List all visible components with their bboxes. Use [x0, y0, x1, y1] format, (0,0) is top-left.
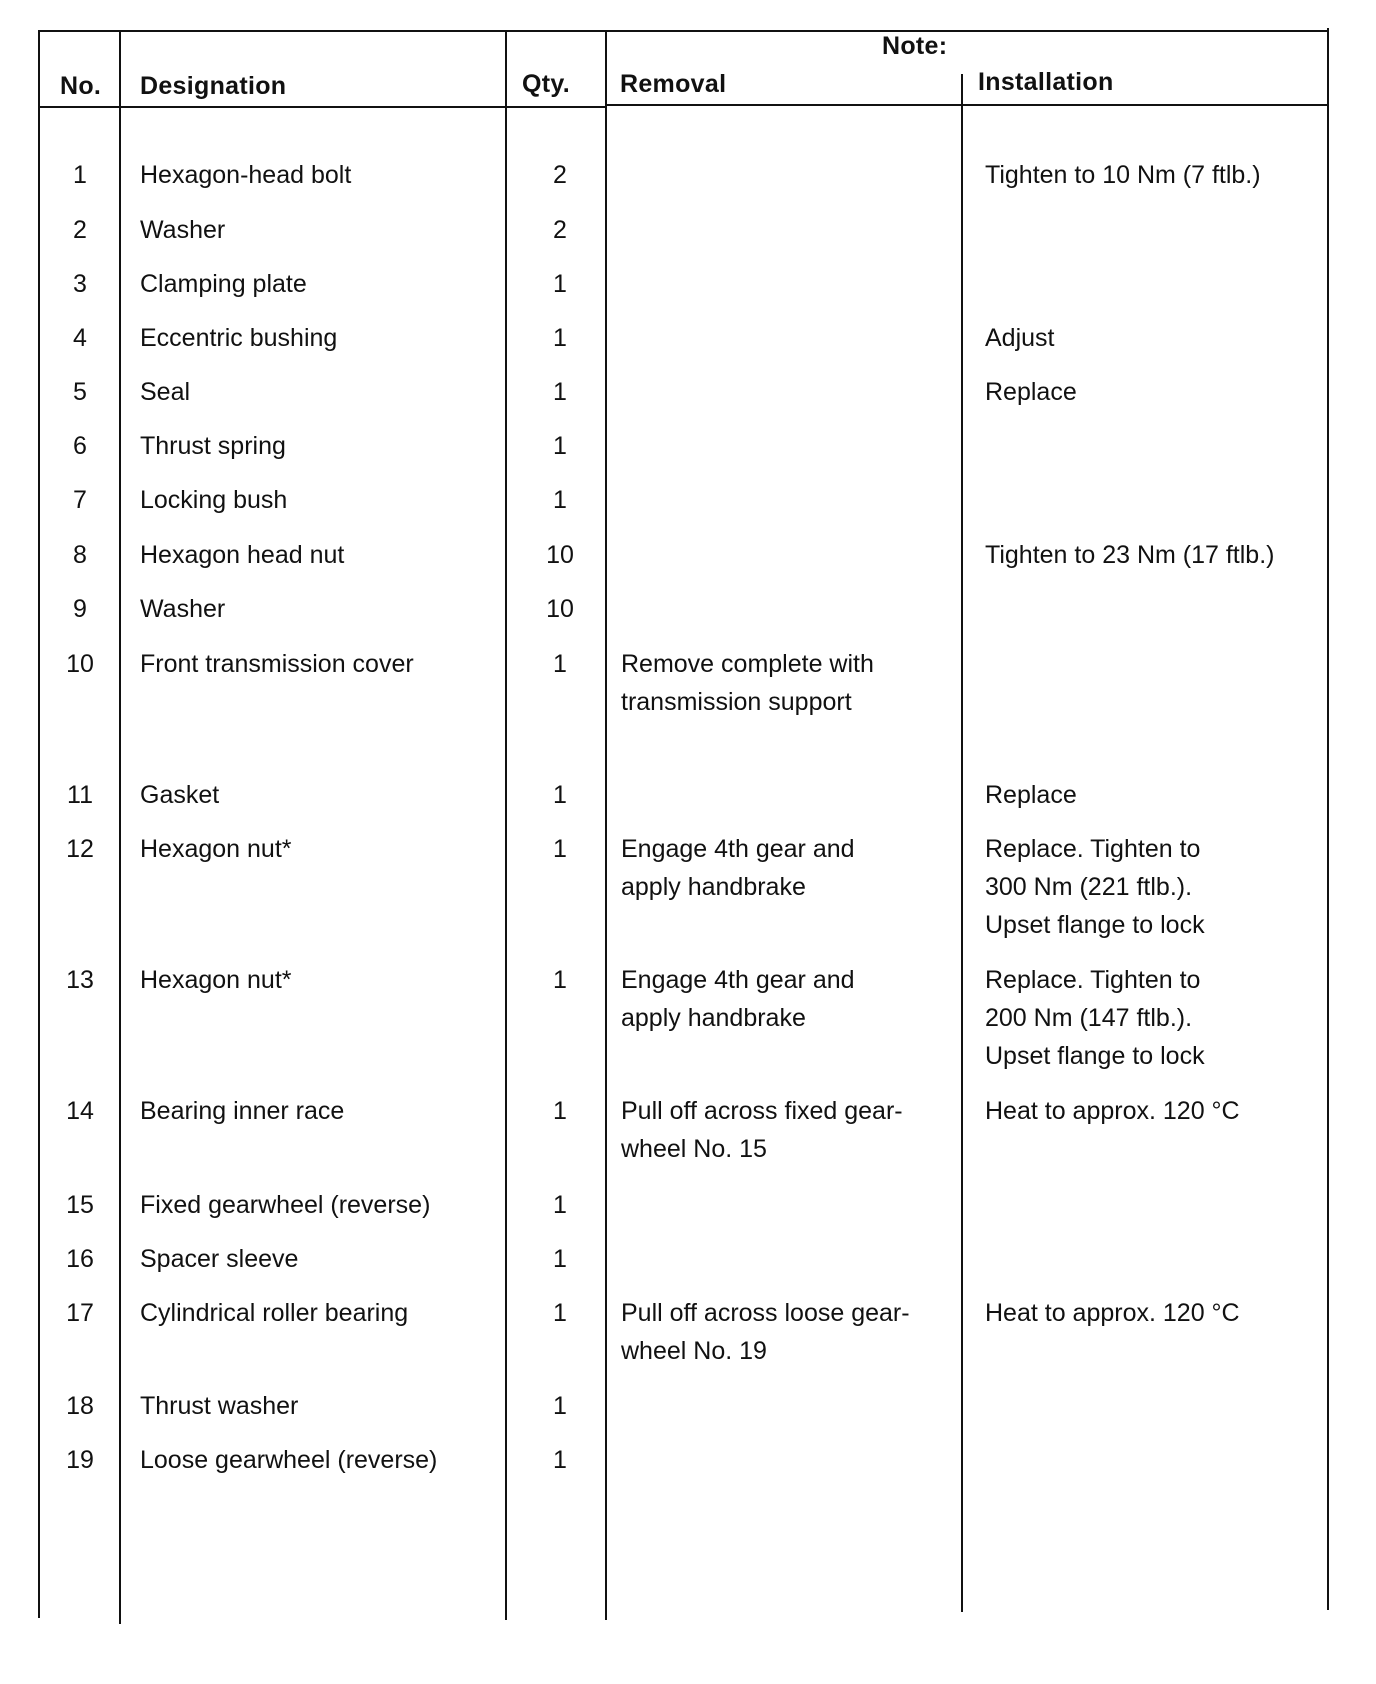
row-installation-note-line: 200 Nm (147 ftlb.).	[985, 1004, 1193, 1032]
row-number: 6	[73, 432, 87, 460]
note-header-bottom-border	[606, 104, 1329, 106]
row-designation: Spacer sleeve	[140, 1245, 299, 1273]
row-installation-note-line: Tighten to 23 Nm (17 ftlb.)	[985, 541, 1275, 569]
row-qty: 1	[553, 486, 567, 514]
col-divider-removal	[961, 74, 963, 1612]
header-installation: Installation	[978, 68, 1114, 96]
row-removal-note-line: wheel No. 15	[621, 1135, 767, 1163]
row-installation-note	[985, 776, 1077, 814]
row-qty: 2	[553, 161, 567, 189]
header-qty: Qty.	[522, 70, 570, 98]
row-designation: Hexagon head nut	[140, 541, 345, 569]
row-number: 9	[73, 595, 87, 623]
header-designation: Designation	[140, 72, 287, 100]
row-installation-note-line: 300 Nm (221 ftlb.).	[985, 873, 1193, 901]
row-installation-note	[985, 1092, 1240, 1130]
row-designation: Clamping plate	[140, 270, 307, 298]
row-qty: 1	[553, 1446, 567, 1474]
row-qty: 10	[546, 541, 574, 569]
row-number: 18	[66, 1392, 94, 1420]
row-installation-note-line: Replace. Tighten to	[985, 966, 1201, 994]
row-qty: 1	[553, 1245, 567, 1273]
row-number: 16	[66, 1245, 94, 1273]
row-installation-note-line: Adjust	[985, 324, 1055, 352]
row-designation: Cylindrical roller bearing	[140, 1299, 409, 1327]
row-qty: 1	[553, 432, 567, 460]
row-number: 12	[66, 835, 94, 863]
row-installation-note	[985, 1294, 1240, 1332]
row-number: 15	[66, 1191, 94, 1219]
row-installation-note	[985, 156, 1261, 194]
row-designation: Hexagon nut*	[140, 835, 292, 863]
row-qty: 2	[553, 216, 567, 244]
row-designation: Washer	[140, 216, 226, 244]
row-number: 14	[66, 1097, 94, 1125]
row-installation-note-line: Tighten to 10 Nm (7 ftlb.)	[985, 161, 1261, 189]
row-number: 4	[73, 324, 87, 352]
row-removal-note-line: Pull off across fixed gear-	[621, 1097, 903, 1125]
row-designation: Thrust washer	[140, 1392, 299, 1420]
row-number: 13	[66, 966, 94, 994]
row-qty: 1	[553, 378, 567, 406]
row-removal-note	[621, 1294, 910, 1370]
row-designation: Thrust spring	[140, 432, 286, 460]
row-qty: 1	[553, 650, 567, 678]
row-removal-note-line: wheel No. 19	[621, 1337, 767, 1365]
row-number: 1	[73, 161, 87, 189]
table-top-border	[38, 30, 1329, 32]
row-installation-note	[985, 536, 1274, 574]
row-number: 8	[73, 541, 87, 569]
row-installation-note-line: Upset flange to lock	[985, 911, 1205, 939]
row-qty: 1	[553, 1299, 567, 1327]
table-right-border	[1327, 28, 1329, 1610]
row-removal-note-line: Remove complete with	[621, 650, 874, 678]
row-installation-note-line: Replace. Tighten to	[985, 835, 1201, 863]
header-bottom-border	[38, 106, 606, 108]
row-number: 19	[66, 1446, 94, 1474]
row-installation-note	[985, 961, 1205, 1075]
row-designation: Front transmission cover	[140, 650, 414, 678]
row-designation: Eccentric bushing	[140, 324, 338, 352]
row-installation-note	[985, 319, 1054, 357]
row-installation-note	[985, 830, 1205, 944]
row-removal-note-line: Engage 4th gear and	[621, 835, 855, 863]
row-removal-note	[621, 961, 855, 1037]
row-qty: 1	[553, 324, 567, 352]
row-designation: Washer	[140, 595, 226, 623]
row-qty: 10	[546, 595, 574, 623]
row-installation-note	[985, 373, 1077, 411]
header-note: Note:	[882, 32, 948, 60]
row-designation: Gasket	[140, 781, 220, 809]
row-removal-note-line: Engage 4th gear and	[621, 966, 855, 994]
row-qty: 1	[553, 1392, 567, 1420]
row-designation: Seal	[140, 378, 191, 406]
row-removal-note	[621, 1092, 903, 1168]
row-designation: Bearing inner race	[140, 1097, 345, 1125]
row-number: 2	[73, 216, 87, 244]
row-qty: 1	[553, 966, 567, 994]
header-no: No.	[60, 72, 102, 100]
row-qty: 1	[553, 781, 567, 809]
row-number: 11	[67, 781, 93, 809]
row-removal-note	[621, 830, 855, 906]
row-removal-note	[621, 645, 874, 721]
row-number: 10	[66, 650, 94, 678]
row-installation-note-line: Heat to approx. 120 °C	[985, 1097, 1240, 1125]
row-number: 17	[66, 1299, 94, 1327]
row-designation: Fixed gearwheel (reverse)	[140, 1191, 431, 1219]
row-qty: 1	[553, 1191, 567, 1219]
row-designation: Locking bush	[140, 486, 288, 514]
row-qty: 1	[553, 270, 567, 298]
row-installation-note-line: Heat to approx. 120 °C	[985, 1299, 1240, 1327]
row-installation-note-line: Replace	[985, 378, 1077, 406]
row-removal-note-line: transmission support	[621, 688, 852, 716]
row-qty: 1	[553, 1097, 567, 1125]
header-removal: Removal	[620, 70, 727, 98]
row-designation: Hexagon nut*	[140, 966, 292, 994]
row-designation: Loose gearwheel (reverse)	[140, 1446, 438, 1474]
row-qty: 1	[553, 835, 567, 863]
row-number: 3	[73, 270, 87, 298]
row-removal-note-line: apply handbrake	[621, 1004, 806, 1032]
row-removal-note-line: apply handbrake	[621, 873, 806, 901]
row-removal-note-line: Pull off across loose gear-	[621, 1299, 910, 1327]
row-number: 7	[73, 486, 87, 514]
row-installation-note-line: Replace	[985, 781, 1077, 809]
row-designation: Hexagon-head bolt	[140, 161, 352, 189]
row-number: 5	[73, 378, 87, 406]
row-installation-note-line: Upset flange to lock	[985, 1042, 1205, 1070]
